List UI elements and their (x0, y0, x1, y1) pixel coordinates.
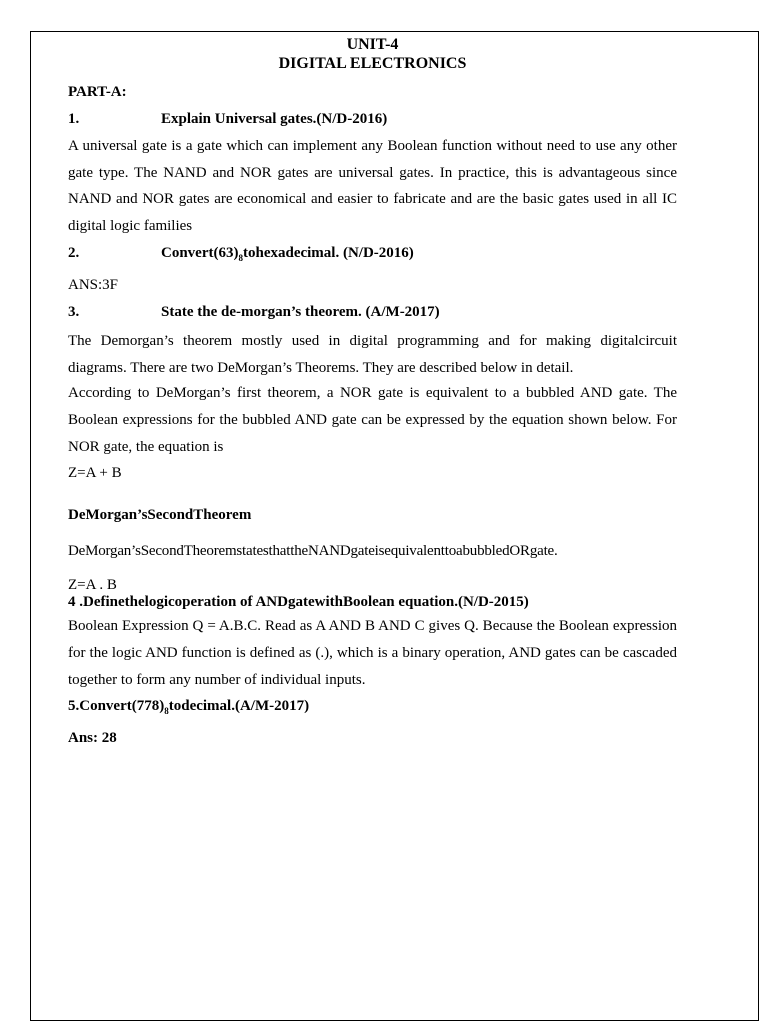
question-1-heading (68, 106, 677, 133)
second-theorem-heading: DeMorgan’sSecondTheorem (68, 507, 252, 524)
question-5-base: 8 (164, 706, 169, 717)
question-2-answer: ANS:3F (68, 276, 119, 293)
question-2-title-pre: Convert(63) (161, 244, 239, 261)
question-3-number: 3. (68, 303, 80, 320)
question-2-heading (68, 240, 677, 272)
question-2-base: 8 (238, 252, 243, 263)
second-theorem-equation: Z=A . B (68, 577, 117, 594)
question-3-heading (68, 299, 677, 326)
question-5-answer: Ans: 28 (68, 730, 117, 747)
question-5-title-post: todecimal.(A/M-2017) (168, 698, 310, 715)
question-1-number: 1. (68, 111, 80, 127)
question-2-number: 2. (68, 244, 80, 261)
question-1-answer: A universal gate is a gate which can implement any Boolean function without need to use any other gate type. The NAND and NOR gates are universal gates. In practice, this is advantageous since NAND and NOR gates are economical and easier to fabricate and are the basic gates used in all IC digital logic families (68, 138, 677, 235)
question-5-heading (68, 693, 677, 725)
question-3-paragraph-1: The Demorgan’s theorem mostly used in digital programming and for making digitalcircuit diagrams. There are two DeMorgan’s Theorems. They are described below in detail. (68, 332, 677, 376)
unit-title: UNIT-4 (346, 36, 399, 53)
question-2-title-post: tohexadecimal. (N/D-2016) (242, 244, 414, 261)
part-heading: PART-A: (68, 84, 127, 100)
question-4-heading: 4 .Definethelogicoperation of ANDgatewithBoolean equation.(N/D-2015) (68, 594, 529, 611)
subject-title: DIGITAL ELECTRONICS (278, 55, 467, 72)
question-1-title: Explain Universal gates.(N/D-2016) (161, 111, 388, 127)
question-5-title-pre: 5.Convert(778) (68, 698, 165, 715)
question-3-paragraph-2: According to DeMorgan’s first theorem, a NOR gate is equivalent to a bubbled AND gate. The Boolean expressions for the bubbled AND gate can be expressed by the equation shown below. For NOR gate, the equation is (68, 385, 677, 455)
first-theorem-equation: Z=A + B (68, 465, 122, 482)
question-4-answer: Boolean Expression Q = A.B.C. Read as A AND B AND C gives Q. Because the Boolean expression for the logic AND function is defined as (.), which is a binary operation, AND gates can be cascaded together to form any number of individual inputs. (68, 618, 677, 688)
document-content (68, 34, 677, 752)
second-theorem-text: DeMorgan’sSecondTheoremstatesthattheNANDgateisequivalenttoabubbledORgate. (68, 543, 558, 560)
question-2-title (161, 240, 414, 272)
question-3-title: State the de-morgan’s theorem. (A/M-2017) (161, 303, 440, 320)
